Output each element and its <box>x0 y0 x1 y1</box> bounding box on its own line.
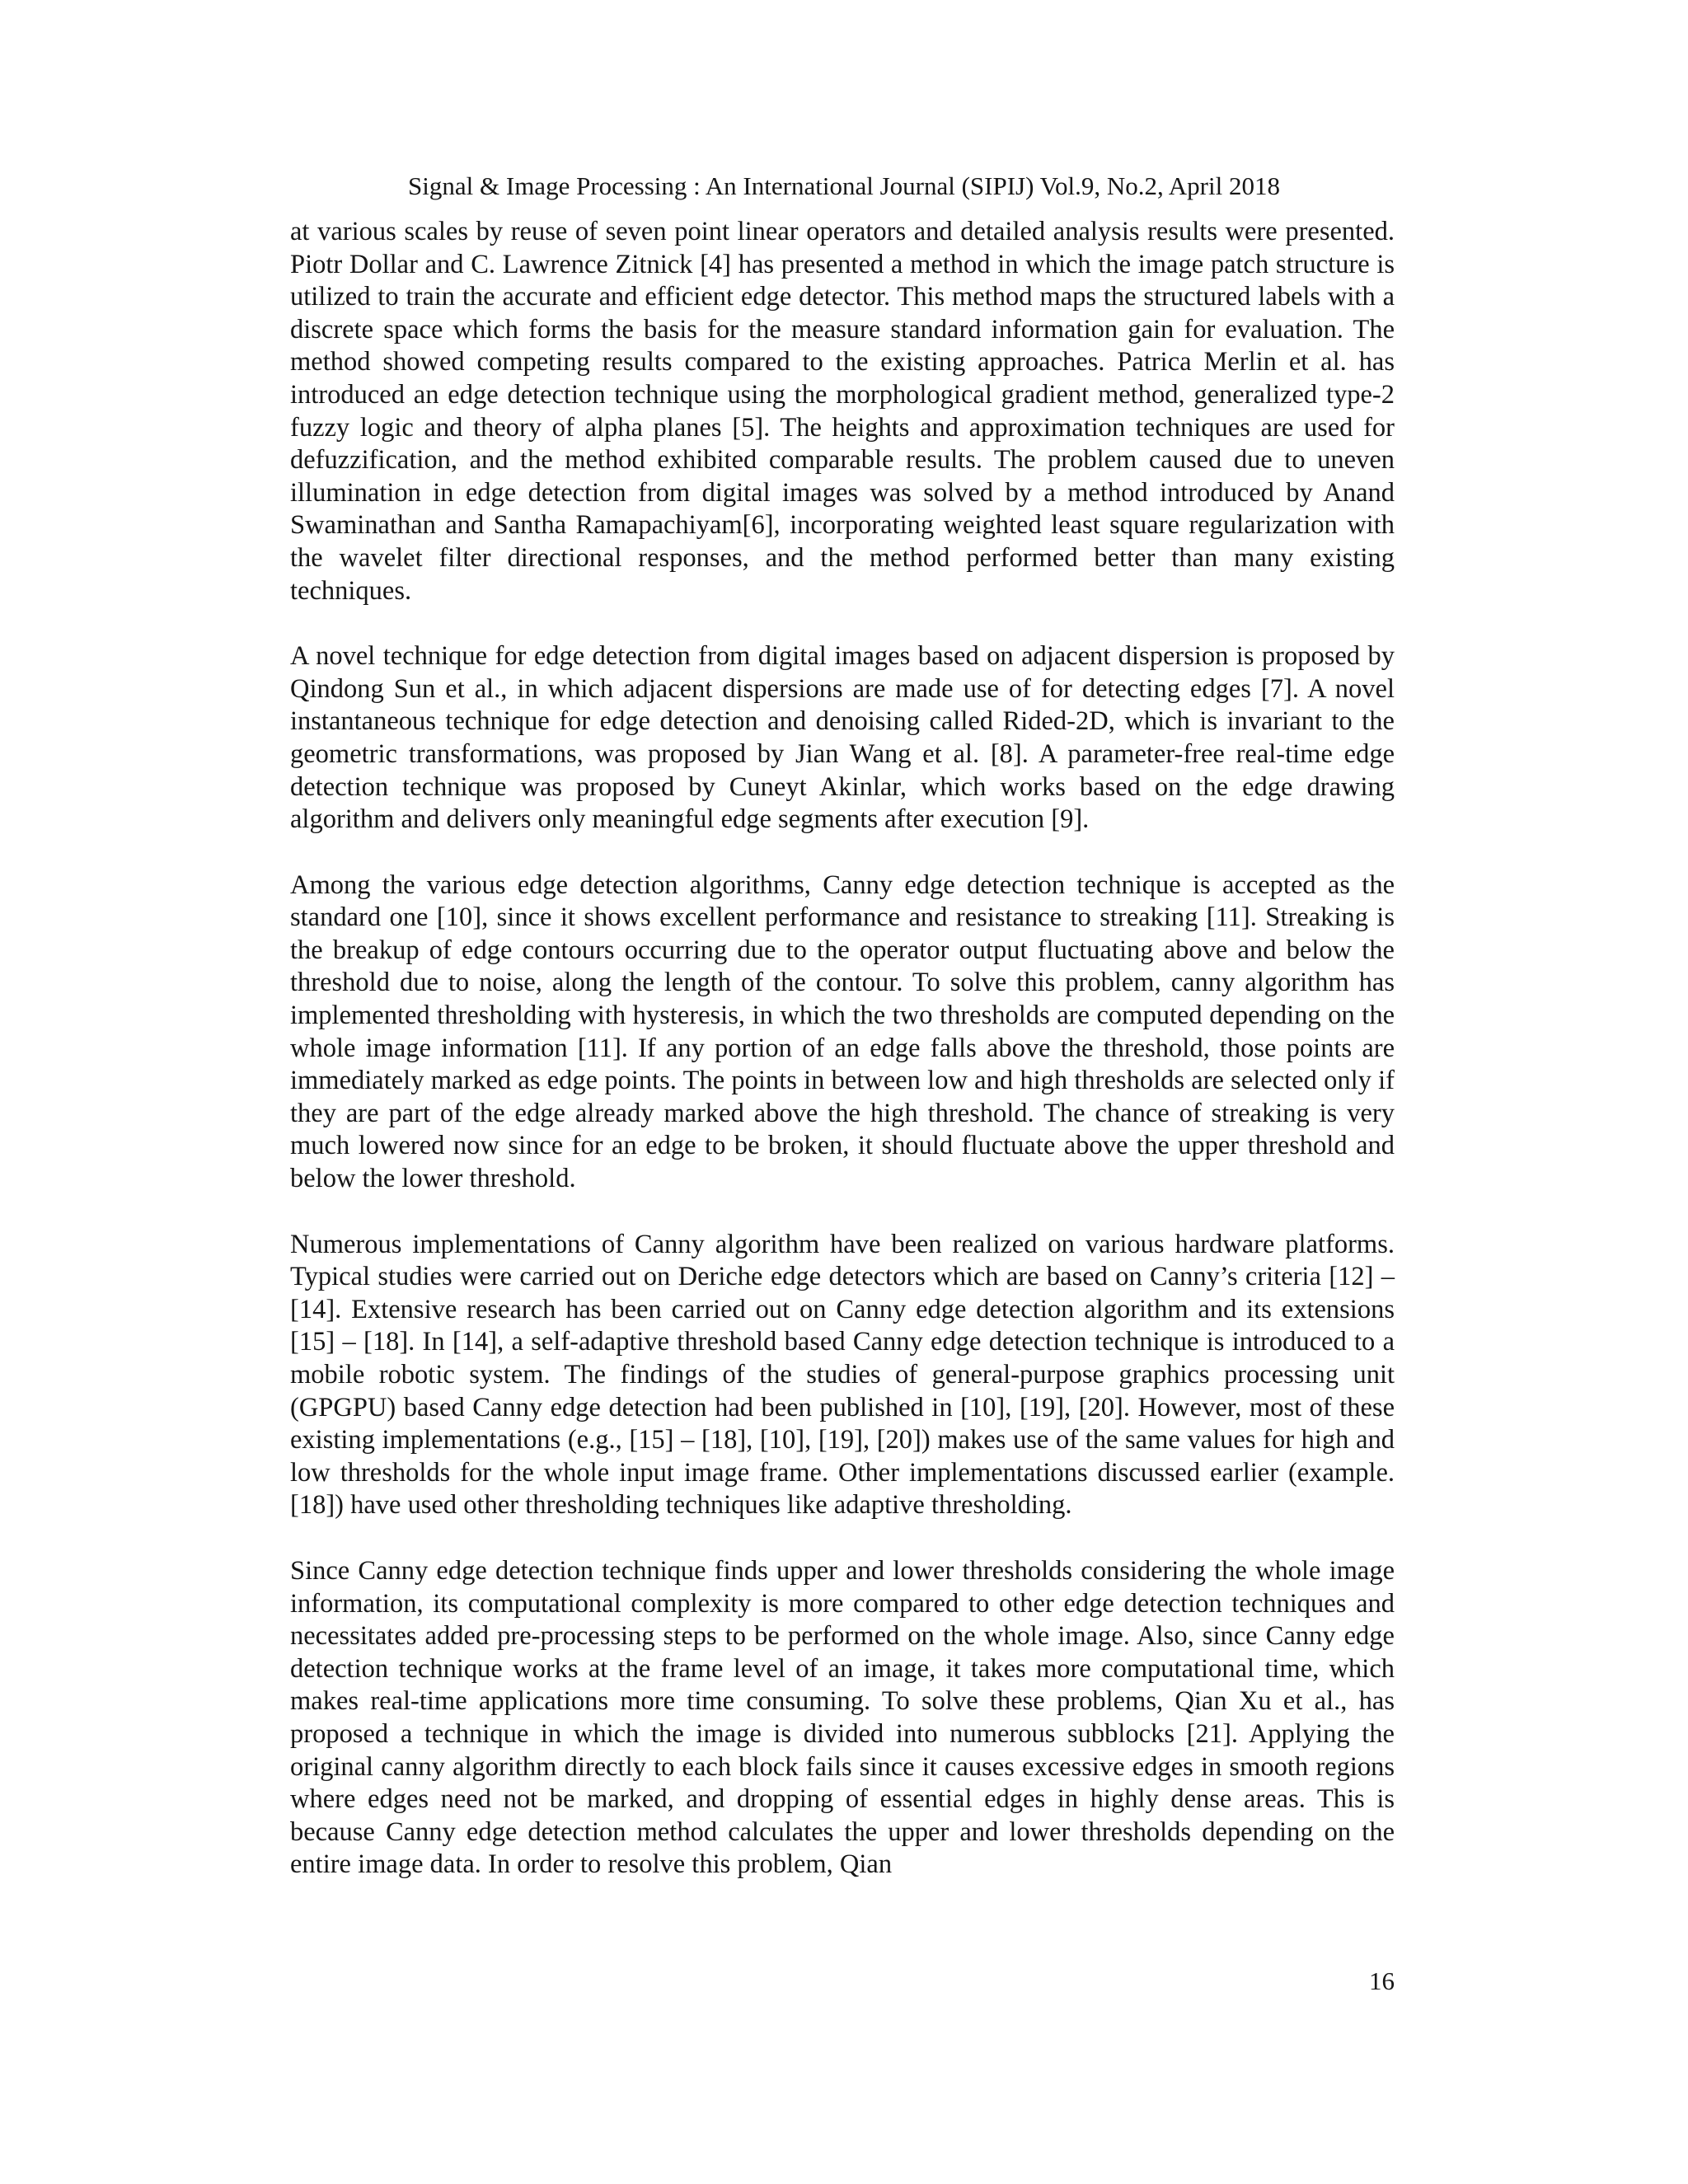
paragraph: A novel technique for edge detection from digital images based on adjacent dispersion is proposed by Qindong Sun et al., in which adjacent dispersions are made use of for detecting edges [7]. A novel instantaneous technique for edge detection and denoising called Rided-2D, which is invariant to the geometric transformations, was proposed by Jian Wang et al. [8]. A parameter-free real-time edge detection technique was proposed by Cuneyt Akinlar, which works based on the edge drawing algorithm and delivers only meaningful edge segments after execution [9]. <box>290 641 1395 835</box>
body-text <box>290 216 1395 1915</box>
paragraph: Among the various edge detection algorithms, Canny edge detection technique is accepted as the standard one [10], since it shows excellent performance and resistance to streaking [11]. Streaking is the breakup of edge contours occurring due to the operator output fluctuating above and below the threshold due to noise, along the length of the contour. To solve this problem, canny algorithm has implemented thresholding with hysteresis, in which the two thresholds are computed depending on the whole image information [11]. If any portion of an edge falls above the threshold, those points are immediately marked as edge points. The points in between low and high thresholds are selected only if they are part of the edge already marked above the high threshold. The chance of streaking is very much lowered now since for an edge to be broken, it should fluctuate above the upper threshold and below the lower threshold. <box>290 869 1395 1194</box>
paragraph: at various scales by reuse of seven point linear operators and detailed analysis results were presented. Piotr Dollar and C. Lawrence Zitnick [4] has presented a method in which the image patch structure is utilized to train the accurate and efficient edge detector. This method maps the structured labels with a discrete space which forms the basis for the measure standard information gain for evaluation. The method showed competing results compared to the existing approaches. Patrica Merlin et al. has introduced an edge detection technique using the morphological gradient method, generalized type-2 fuzzy logic and theory of alpha planes [5]. The heights and approximation techniques are used for defuzzification, and the method exhibited comparable results. The problem caused due to uneven illumination in edge detection from digital images was solved by a method introduced by Anand Swaminathan and Santha Ramapachiyam[6], incorporating weighted least square regularization with the wavelet filter directional responses, and the method performed better than many existing techniques. <box>290 217 1395 606</box>
paragraph: Since Canny edge detection technique finds upper and lower thresholds considering the whole image information, its computational complexity is more compared to other edge detection techniques and necessitates added pre-processing steps to be performed on the whole image. Also, since Canny edge detection technique works at the frame level of an image, it takes more computational time, which makes real-time applications more time consuming. To solve these problems, Qian Xu et al., has proposed a technique in which the image is divided into numerous subblocks [21]. Applying the original canny algorithm directly to each block fails since it causes excessive edges in smooth regions where edges need not be marked, and dropping of essential edges in highly dense areas. This is because Canny edge detection method calculates the upper and lower thresholds depending on the entire image data. In order to resolve this problem, Qian <box>290 1555 1395 1880</box>
running-header: Signal & Image Processing : An International Journal (SIPIJ) Vol.9, No.2, April 2018 <box>408 171 1280 200</box>
page-number: 16 <box>1369 1966 1395 1995</box>
paragraph: Numerous implementations of Canny algorithm have been realized on various hardware platforms. Typical studies were carried out on Deriche edge detectors which are based on Canny’s criteria [12] – [14]. Extensive research has been carried out on Canny edge detection algorithm and its extensions [15] – [18]. In [14], a self-adaptive threshold based Canny edge detection technique is introduced to a mobile robotic system. The findings of the studies of general-purpose graphics processing unit (GPGPU) based Canny edge detection had been published in [10], [19], [20]. However, most of these existing implementations (e.g., [15] – [18], [10], [19], [20]) makes use of the same values for high and low thresholds for the whole input image frame. Other implementations discussed earlier (example. [18]) have used other thresholding techniques like adaptive thresholding. <box>290 1229 1395 1521</box>
